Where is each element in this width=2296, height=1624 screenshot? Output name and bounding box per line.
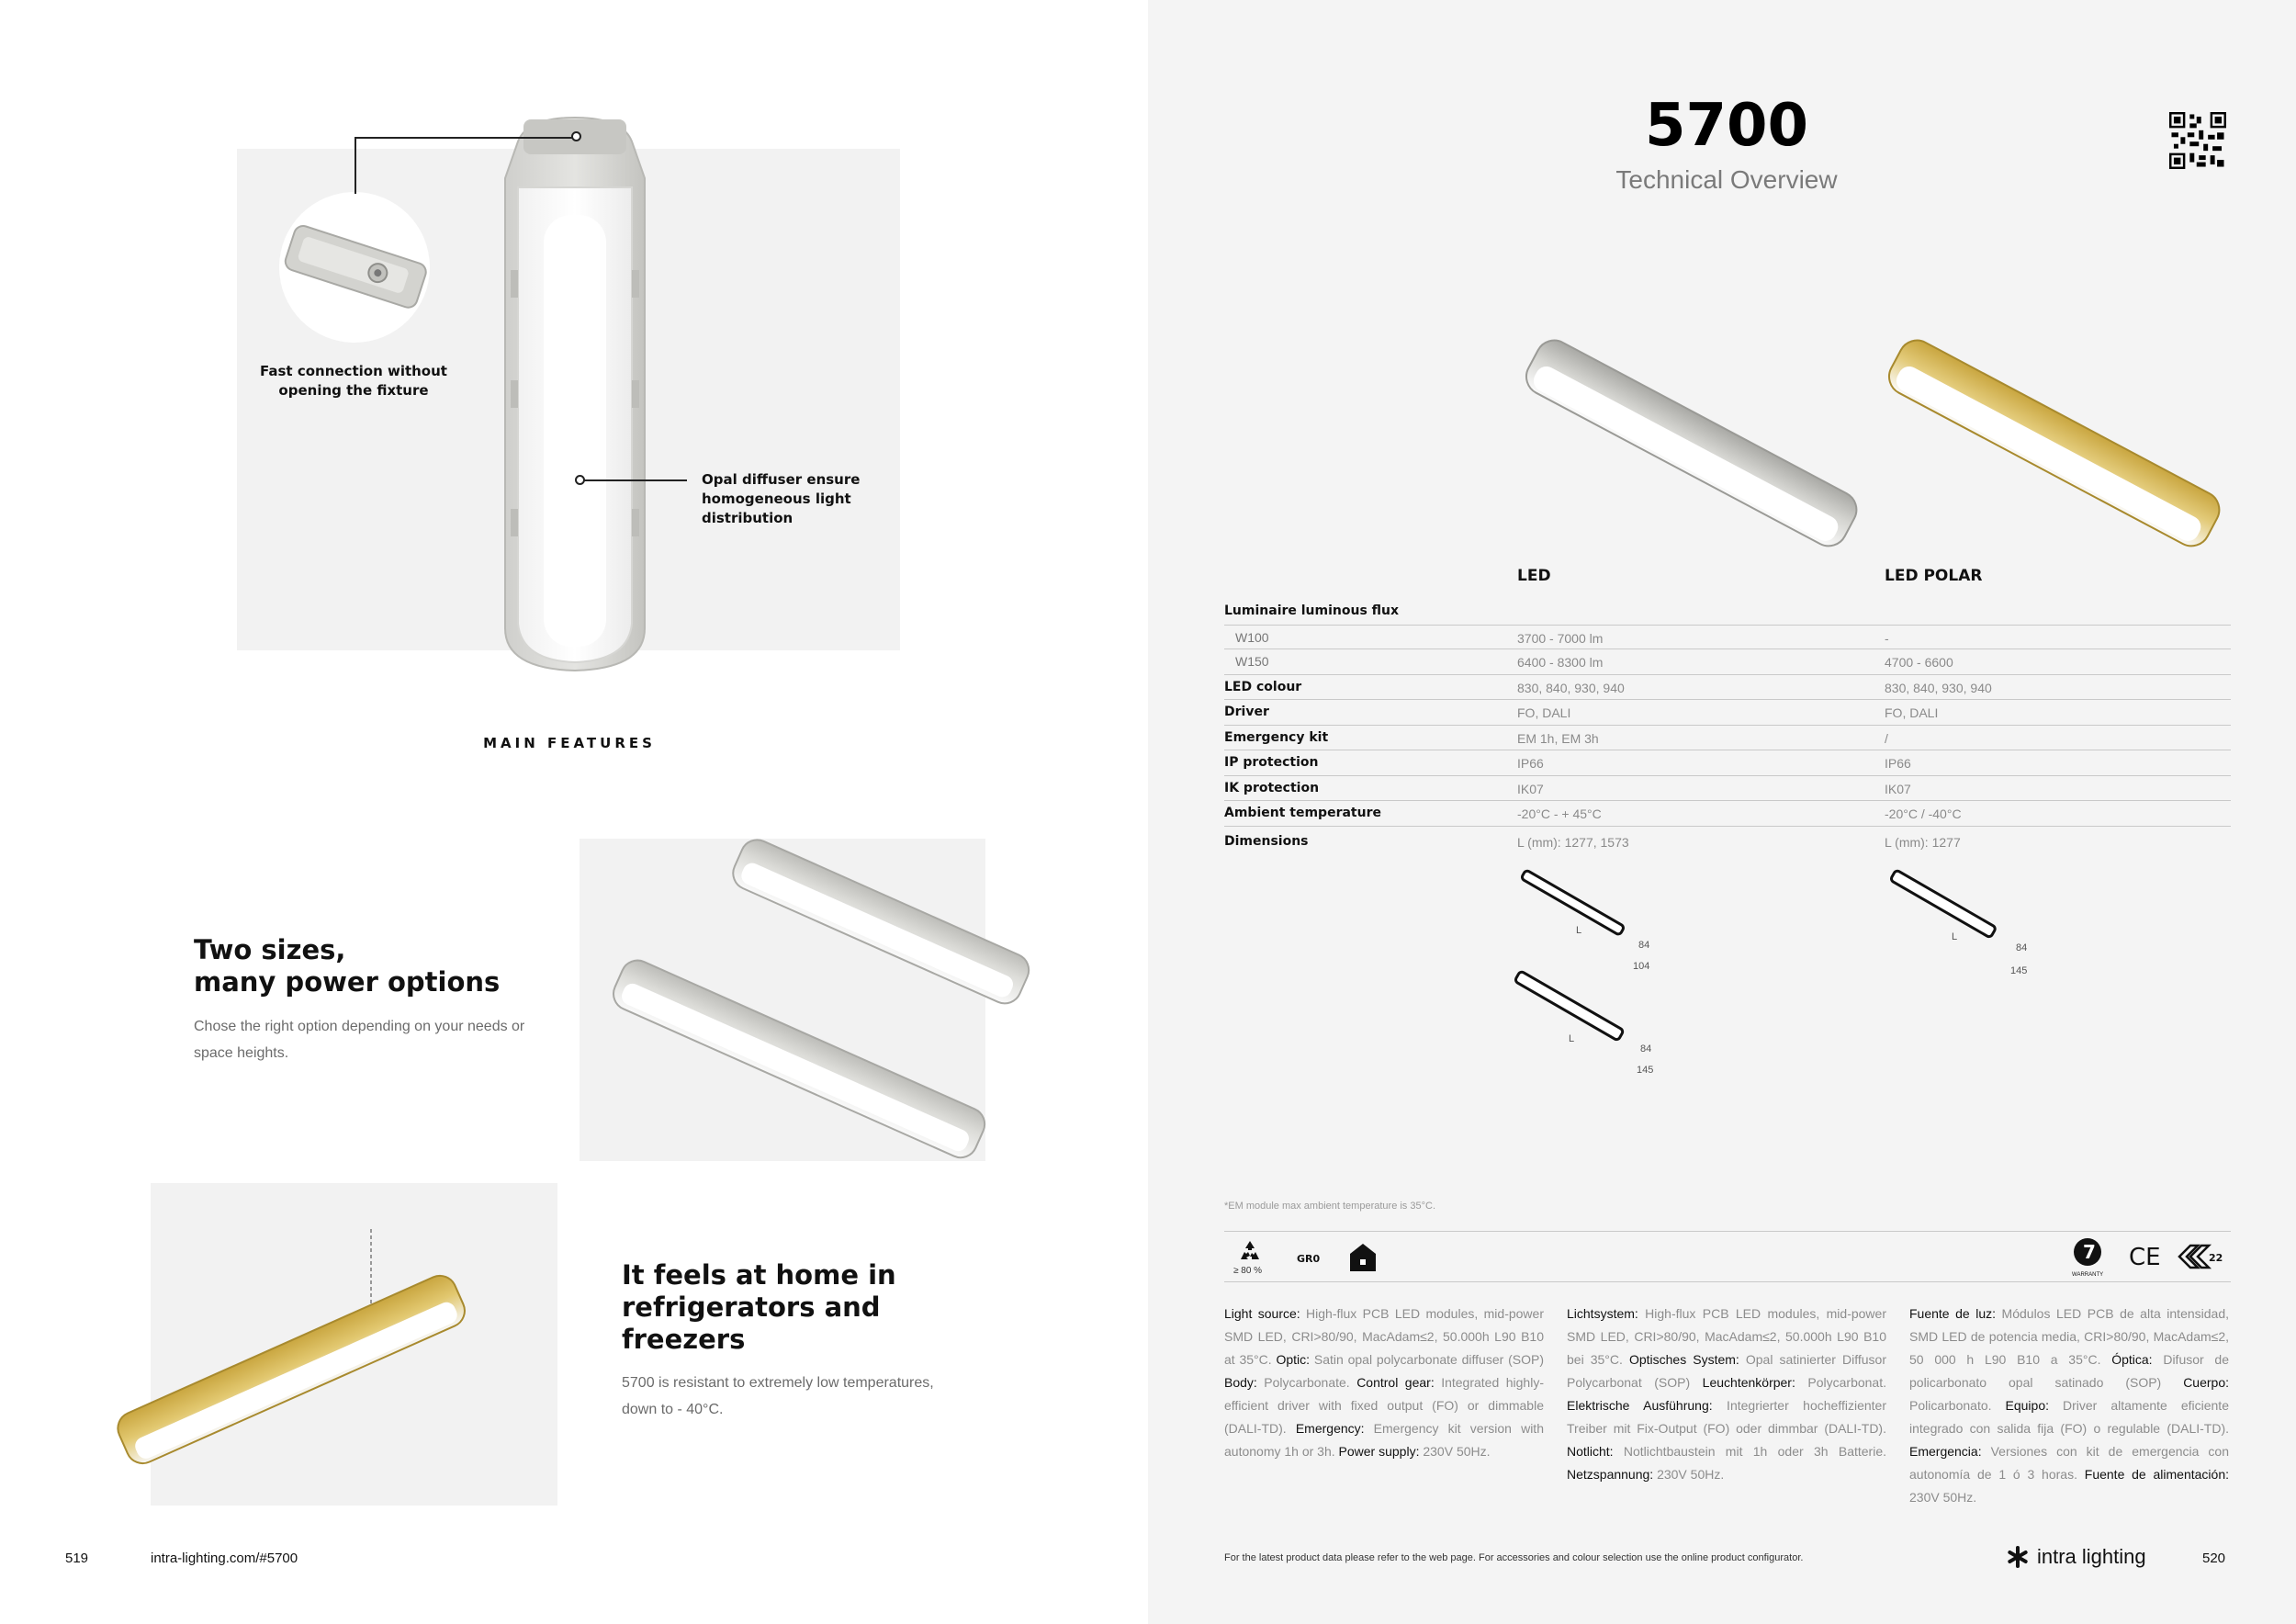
product-url-link[interactable]: intra-lighting.com/#5700	[151, 1551, 298, 1566]
desc-term: Fuente de luz:	[1909, 1306, 1997, 1321]
spec-label: Dimensions	[1224, 833, 1309, 849]
spec-value-polar: 4700 - 6600	[1885, 655, 1953, 670]
spec-value-polar: IK07	[1885, 781, 1911, 796]
product-image-led	[1515, 331, 1864, 542]
desc-text: Integrierter hocheffizienter Treiber mit Fix-Output (FO) oder dimmbar (DALI-TD).	[1567, 1398, 1886, 1436]
spec-value-led: EM 1h, EM 3h	[1517, 730, 1599, 746]
callout-leader-line	[584, 479, 687, 481]
column-header-led-polar: LED POLAR	[1885, 567, 1983, 585]
desc-text: 230V 50Hz.	[1653, 1467, 1725, 1482]
desc-term: Elektrische Ausführung:	[1567, 1398, 1713, 1413]
callout-connection	[248, 362, 459, 400]
callout-dot	[575, 475, 585, 485]
feature-title-line: Two sizes,	[194, 934, 346, 965]
desc-text: Opal satinierter Diffusor Polycarbonat (SOP)	[1567, 1352, 1886, 1390]
product-number: 5700	[1644, 92, 1809, 160]
footnote: *EM module max ambient temperature is 35°C.	[1224, 1201, 1435, 1212]
spec-label: Luminaire luminous flux	[1224, 603, 1400, 618]
spec-label: LED colour	[1224, 679, 1302, 694]
desc-text: Integrated highly-efficient driver with fixed output (FO) or dimmable (DALI-TD).	[1224, 1375, 1544, 1436]
page-number: 520	[2202, 1551, 2226, 1566]
connection-detail-image	[279, 192, 430, 343]
spec-label: W100	[1235, 629, 1269, 645]
feature-body: 5700 is resistant to extremely low temperatures, down to - 40°C.	[622, 1375, 934, 1417]
desc-text: Satin opal polycarbonate diffuser (SOP)	[1310, 1352, 1544, 1367]
dim-label: 84	[1640, 1043, 1652, 1054]
page-subtitle: Technical Overview	[1615, 165, 1838, 194]
desc-text: Polycarbonate.	[1256, 1375, 1357, 1390]
desc-term: Netzspannung:	[1567, 1467, 1654, 1482]
feature-title-line: It feels at home in	[622, 1259, 896, 1291]
freezer-photo	[151, 1183, 557, 1506]
desc-term: Power supply:	[1338, 1444, 1420, 1459]
spec-label: IP protection	[1224, 755, 1319, 770]
two-sizes-photo	[580, 839, 985, 1161]
callout-dot	[571, 131, 581, 141]
desc-term: Control gear:	[1356, 1375, 1435, 1390]
callout-leader-line	[355, 137, 577, 139]
desc-text: Emergency kit version with autonomy 1h or 3h.	[1224, 1421, 1544, 1459]
spec-value-polar: -	[1885, 630, 1889, 646]
dim-label: 84	[2016, 942, 2028, 953]
warranty-years: 7	[2083, 1241, 2096, 1263]
desc-text: 230V 50Hz.	[1909, 1490, 1977, 1505]
callout-leader-line	[355, 137, 356, 194]
dimension-drawing-led-small	[1517, 865, 1692, 972]
spec-label: IK protection	[1224, 780, 1320, 795]
feature-title-line: many power options	[194, 966, 501, 998]
desc-term: Notlicht:	[1567, 1444, 1614, 1459]
desc-term: Body:	[1224, 1375, 1257, 1390]
desc-term: Leuchtenkörper:	[1702, 1375, 1795, 1390]
desc-text: Notlichtbaustein mit 1h oder 3h Batterie.	[1613, 1444, 1886, 1459]
ukca-number: 22	[2209, 1252, 2223, 1264]
spec-label: W150	[1235, 654, 1269, 669]
description-spanish	[1909, 1303, 2229, 1509]
description-german	[1567, 1303, 1886, 1486]
spec-label: Emergency kit	[1224, 729, 1329, 745]
desc-term: Equipo:	[2005, 1398, 2049, 1413]
column-header-led: LED	[1517, 567, 1551, 585]
spec-value-led: L (mm): 1277, 1573	[1517, 834, 1629, 850]
callout-line: opening the fixture	[278, 382, 429, 399]
callout-line: Opal diffuser ensure	[702, 471, 861, 488]
spec-value-polar: FO, DALI	[1885, 705, 1939, 720]
warranty-icon	[2071, 1235, 2104, 1278]
callout-diffuser	[702, 470, 885, 528]
spec-value-polar: IP66	[1885, 756, 1911, 771]
footer-note: For the latest product data please refer to the web page. For accessories and colour selection use the online product configurator.	[1224, 1552, 1804, 1563]
spec-value-led: FO, DALI	[1517, 705, 1571, 720]
desc-text: Polycarbonat.	[1795, 1375, 1886, 1390]
spec-row	[1224, 827, 2231, 856]
spec-row	[1224, 776, 2231, 802]
feature-body: Chose the right option depending on your needs or space heights.	[194, 1019, 525, 1061]
certification-icon-bar	[1224, 1231, 2231, 1282]
spec-label: Driver	[1224, 705, 1269, 719]
desc-term: Lichtsystem:	[1567, 1306, 1638, 1321]
desc-term: Óptica:	[2111, 1352, 2153, 1367]
desc-text: Policarbonato.	[1909, 1398, 2006, 1413]
callout-line: distribution	[702, 510, 793, 526]
spec-value-led: 3700 - 7000 lm	[1517, 630, 1604, 646]
feature-title	[622, 1259, 952, 1356]
spec-row	[1224, 625, 2231, 650]
spec-label: Ambient temperature	[1224, 806, 1381, 820]
spec-value-polar: 830, 840, 930, 940	[1885, 680, 1992, 695]
dim-label: 145	[2010, 965, 2028, 976]
feature-title-line: refrigerators and	[622, 1291, 881, 1323]
hero-fixture-image	[490, 114, 659, 674]
spec-row	[1224, 599, 2231, 625]
desc-text: Driver altamente eficiente integrado con salida fija (FO) o regulable (DALI-TD).	[1909, 1398, 2229, 1436]
spec-value-led: IP66	[1517, 756, 1544, 771]
dim-label: 84	[1638, 940, 1650, 951]
spec-value-led: IK07	[1517, 781, 1544, 796]
dimension-drawing-polar	[1887, 865, 2062, 976]
spec-value-polar: L (mm): 1277	[1885, 834, 1961, 850]
dim-label: L	[1952, 931, 1958, 942]
recycle-label: ≥ 80 %	[1233, 1266, 1263, 1276]
dim-label: 104	[1633, 961, 1650, 972]
feature-title-line: freezers	[622, 1324, 746, 1355]
dimension-drawing-led-large	[1512, 966, 1686, 1076]
spec-row	[1224, 750, 2231, 776]
dim-label: L	[1569, 1033, 1575, 1044]
brand-name: intra lighting	[2037, 1545, 2146, 1568]
asterisk-logo-icon	[2006, 1545, 2030, 1569]
desc-text: High-flux PCB LED modules, mid-power SMD LED, CRI>80/90, MacAdam≤2, 50.000h L90 B10 at 35°C.	[1224, 1306, 1544, 1367]
spec-value-led: 6400 - 8300 lm	[1517, 655, 1604, 670]
description-english	[1224, 1303, 1544, 1463]
risk-group-label: GR0	[1297, 1253, 1321, 1265]
brand-logo[interactable]	[2006, 1543, 2146, 1571]
spec-table	[1224, 599, 2231, 856]
ce-mark-icon	[2129, 1243, 2162, 1270]
desc-text: Difusor de policarbonato opal satinado (SOP)	[1909, 1352, 2230, 1390]
spec-value-led: 830, 840, 930, 940	[1517, 680, 1625, 695]
ce-label: CE	[2129, 1244, 2161, 1271]
spec-row	[1224, 726, 2231, 751]
warranty-label: WARRANTY	[2072, 1272, 2104, 1278]
desc-text: Módulos LED PCB de alta intensidad, SMD LED de potencia media, CRI>80/90, MacAdam≤2, 50 000 h L90 B10 a 35°C.	[1909, 1306, 2229, 1367]
indoor-icon	[1349, 1243, 1377, 1272]
desc-text: High-flux PCB LED modules, mid-power SMD LED, CRI>80/90, MacAdam≤2, 50.000h L90 B10 bei 35°C.	[1567, 1306, 1886, 1367]
desc-term: Emergency:	[1295, 1421, 1365, 1436]
dim-label: L	[1576, 925, 1582, 936]
ukca-icon	[2178, 1243, 2223, 1270]
product-image-led-polar	[1878, 331, 2227, 542]
desc-term: Optic:	[1276, 1352, 1311, 1367]
spec-row	[1224, 801, 2231, 827]
callout-line: Fast connection without	[260, 363, 447, 379]
section-title: MAIN FEATURES	[483, 735, 656, 751]
dim-label: 145	[1637, 1065, 1654, 1076]
spec-value-polar: -20°C / -40°C	[1885, 806, 1962, 821]
spec-row	[1224, 700, 2231, 726]
spec-row	[1224, 649, 2231, 675]
desc-text: Versiones con kit de emergencia con autonomía de 1 ó 3 horas.	[1909, 1444, 2229, 1482]
desc-term: Cuerpo:	[2183, 1375, 2229, 1390]
qr-code-icon[interactable]	[2169, 112, 2226, 169]
recycle-icon	[1237, 1239, 1263, 1265]
callout-line: homogeneous light	[702, 491, 851, 507]
desc-term: Optisches System:	[1628, 1352, 1739, 1367]
desc-text: 230V 50Hz.	[1419, 1444, 1491, 1459]
feature-title	[194, 934, 543, 998]
desc-term: Emergencia:	[1909, 1444, 1982, 1459]
spec-value-polar: /	[1885, 730, 1888, 746]
spec-row	[1224, 675, 2231, 701]
desc-term: Light source:	[1224, 1306, 1300, 1321]
spec-value-led: -20°C - + 45°C	[1517, 806, 1602, 821]
desc-term: Fuente de alimentación:	[2084, 1467, 2229, 1482]
page-number: 519	[65, 1551, 89, 1566]
